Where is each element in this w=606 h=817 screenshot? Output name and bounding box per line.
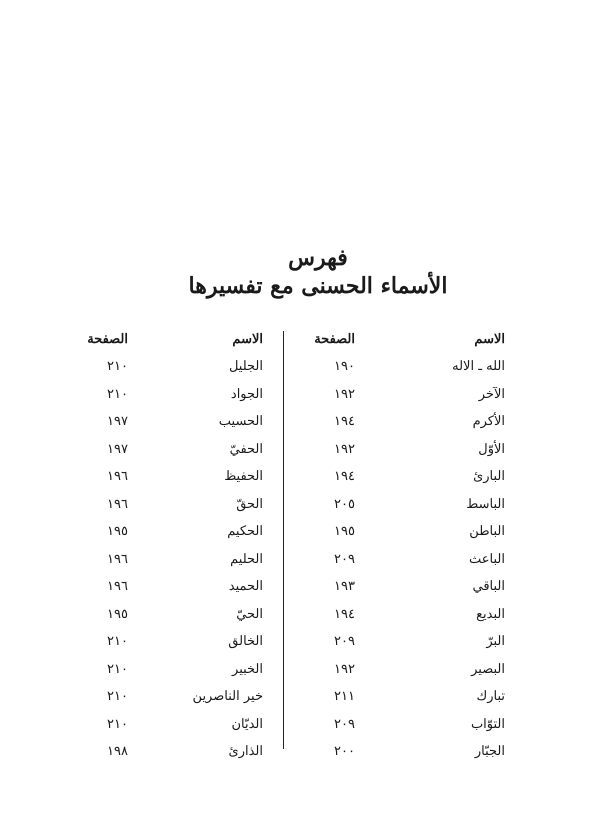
index-entry	[300, 463, 505, 491]
index-entry	[300, 436, 505, 464]
entry-name: الباعث	[469, 551, 505, 567]
header-page: الصفحة	[314, 332, 355, 347]
index-entry	[300, 491, 505, 519]
entry-page-number: ١٩٤	[334, 606, 355, 622]
entry-name: الجليل	[228, 359, 263, 374]
entry-page-number: ١٩٠	[334, 359, 355, 374]
index-entry	[78, 601, 263, 629]
entry-page-number: ١٩٤	[334, 414, 355, 429]
entry-page-number: ١٩٥	[107, 606, 128, 622]
entry-name: البرّ	[486, 634, 505, 649]
index-column-right	[300, 326, 505, 766]
entry-name: البارئ	[473, 469, 505, 484]
entry-name: الخالق	[228, 634, 263, 649]
index-entry	[300, 408, 505, 436]
entry-name: الديّان	[231, 716, 263, 732]
entry-page-number: ٢١٠	[107, 716, 128, 732]
index-entry	[78, 683, 263, 711]
index-entry	[300, 738, 505, 766]
entry-page-number: ٢٠٩	[334, 551, 355, 567]
entry-name: الأكرم	[472, 414, 505, 429]
entry-name: الأوّل	[478, 441, 505, 457]
index-entry	[300, 711, 505, 739]
index-entry	[78, 711, 263, 739]
entry-page-number: ١٩٤	[334, 469, 355, 484]
index-entry	[78, 491, 263, 519]
entry-page-number: ١٩٣	[334, 579, 355, 594]
index-column-left	[78, 326, 263, 766]
entry-name: الحميد	[228, 579, 263, 594]
entry-page-number: ٢١٠	[107, 359, 128, 374]
index-entry	[78, 353, 263, 381]
entry-page-number: ١٩٢	[334, 386, 355, 402]
entry-name: الذارئ	[228, 744, 263, 759]
header-name: الاسم	[232, 332, 263, 347]
entry-page-number: ١٩٥	[107, 524, 128, 539]
entry-page-number: ٢١٠	[107, 634, 128, 649]
header-name: الاسم	[474, 332, 505, 347]
index-entry	[300, 546, 505, 574]
entry-name: الخبير	[232, 661, 263, 677]
entry-page-number: ٢٠٩	[334, 716, 355, 732]
header-page: الصفحة	[87, 332, 128, 347]
entry-page-number: ١٩٦	[107, 579, 128, 594]
entry-name: التوّاب	[470, 716, 505, 732]
entry-name: الباطن	[469, 524, 505, 539]
index-entry	[300, 381, 505, 409]
entry-name: تبارك	[476, 689, 505, 704]
entry-page-number: ١٩٢	[334, 441, 355, 457]
entry-name: الباقي	[472, 579, 505, 594]
entry-page-number: ١٩٦	[107, 496, 128, 512]
index-entry	[78, 656, 263, 684]
index-entry	[300, 518, 505, 546]
entry-page-number: ١٩٥	[334, 524, 355, 539]
entry-name: الحقّ	[236, 496, 263, 512]
entry-page-number: ٢٠٩	[334, 634, 355, 649]
index-entry	[78, 573, 263, 601]
index-entry	[78, 381, 263, 409]
entry-page-number: ٢١٠	[107, 661, 128, 677]
entry-page-number: ١٩٢	[334, 661, 355, 677]
index-entry	[78, 518, 263, 546]
entry-page-number: ٢١٠	[107, 386, 128, 402]
entry-name: الحفيظ	[224, 469, 263, 484]
index-entry	[300, 601, 505, 629]
column-divider	[283, 331, 284, 749]
index-entry	[78, 738, 263, 766]
entry-name: خير الناصرين	[192, 689, 263, 704]
entry-page-number: ١٩٨	[107, 744, 128, 759]
entry-name: الباسط	[466, 496, 505, 512]
entry-name: الحليم	[230, 551, 263, 567]
page-title	[0, 244, 606, 300]
entry-page-number: ١٩٧	[107, 441, 128, 457]
entry-name: البصير	[471, 661, 505, 677]
entry-page-number: ٢١٠	[107, 689, 128, 704]
index-entry	[78, 546, 263, 574]
column-header-row	[78, 326, 263, 353]
entry-name: الحسيب	[218, 414, 263, 429]
title-index-word: فهرس	[288, 245, 348, 271]
entry-name: الحفيّ	[229, 441, 263, 457]
index-entry	[300, 573, 505, 601]
entry-page-number: ٢٠٠	[334, 744, 355, 759]
index-entry	[300, 353, 505, 381]
entry-page-number: ١٩٦	[107, 469, 128, 484]
entry-name: الله ـ الاله	[452, 359, 505, 374]
index-entry	[78, 463, 263, 491]
index-entry	[300, 656, 505, 684]
entry-page-number: ١٩٧	[107, 414, 128, 429]
column-header-row	[300, 326, 505, 353]
entry-name: الآخر	[478, 386, 505, 402]
entry-name: الحيّ	[236, 606, 263, 622]
index-entry	[78, 408, 263, 436]
entry-page-number: ٢٠٥	[334, 496, 355, 512]
entry-name: الحكيم	[227, 524, 263, 539]
index-entry	[300, 628, 505, 656]
title-subject: الأسماء الحسنى مع تفسيرها	[188, 273, 448, 299]
entry-name: البديع	[476, 606, 505, 622]
entry-page-number: ٢١١	[334, 689, 355, 704]
entry-page-number: ١٩٦	[107, 551, 128, 567]
entry-name: الجواد	[230, 386, 263, 402]
index-entry	[300, 683, 505, 711]
index-entry	[78, 436, 263, 464]
entry-name: الجبّار	[474, 744, 505, 759]
index-entry	[78, 628, 263, 656]
